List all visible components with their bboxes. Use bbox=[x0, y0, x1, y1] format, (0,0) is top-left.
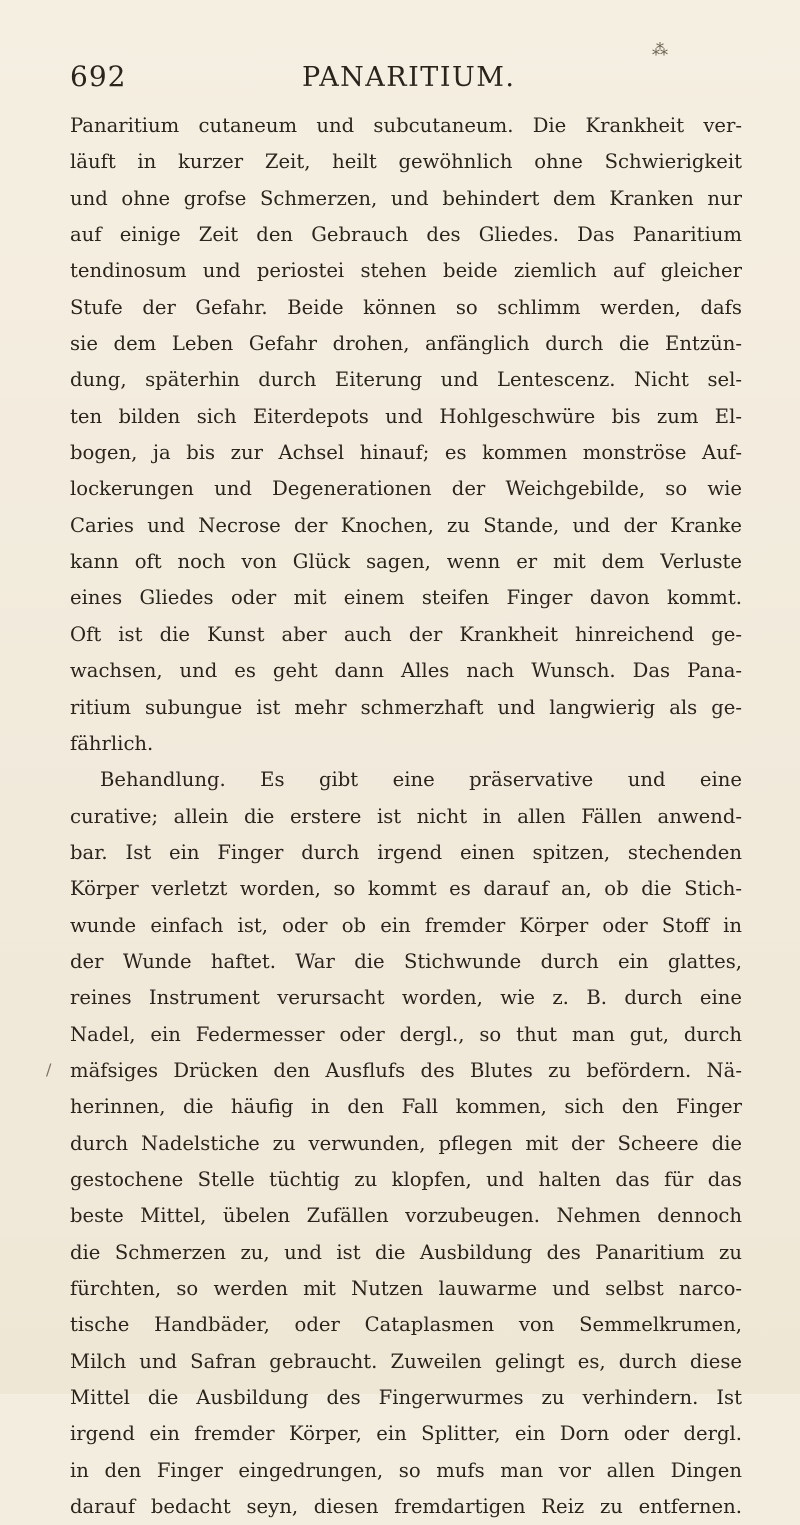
text-line: Mittel die Ausbildung des Fingerwurmes zu verhindern. Ist bbox=[70, 1386, 742, 1410]
text-line: darauf bedacht seyn, diesen fremdartigen Reiz zu entfernen. bbox=[70, 1495, 742, 1519]
text-line: ten bilden sich Eiterdepots und Hohlgeschwüre bis zum El- bbox=[70, 404, 742, 428]
text-line: bogen, ja bis zur Achsel hinauf; es kommen monströse Auf- bbox=[70, 441, 742, 465]
text-line: kann oft noch von Glück sagen, wenn er mit dem Verluste bbox=[70, 550, 742, 574]
text-line: lockerungen und Degenerationen der Weichgebilde, so wie bbox=[70, 477, 742, 501]
text-line: fährlich. bbox=[70, 731, 154, 755]
text-line: läuft in kurzer Zeit, heilt gewöhnlich ohne Schwierigkeit bbox=[70, 150, 742, 174]
text-line: bar. Ist ein Finger durch irgend einen spitzen, stechenden bbox=[70, 840, 742, 864]
text-line: eines Gliedes oder mit einem steifen Finger davon kommt. bbox=[70, 586, 742, 610]
text-line: in den Finger eingedrungen, so mufs man vor allen Dingen bbox=[70, 1458, 742, 1482]
text-line: Oft ist die Kunst aber auch der Krankheit hinreichend ge- bbox=[70, 622, 742, 646]
text-line: wachsen, und es geht dann Alles nach Wunsch. Das Pana- bbox=[70, 659, 742, 683]
page-number: 692 bbox=[70, 60, 127, 93]
body-text bbox=[70, 108, 742, 1525]
text-line: Körper verletzt worden, so kommt es darauf an, ob die Stich- bbox=[70, 877, 742, 901]
text-line: mäfsiges Drücken den Ausflufs des Blutes zu befördern. Nä- bbox=[70, 1058, 742, 1082]
text-line: der Wunde haftet. War die Stichwunde durch ein glattes, bbox=[70, 949, 742, 973]
text-line: Milch und Safran gebraucht. Zuweilen gelingt es, durch diese bbox=[70, 1349, 742, 1373]
ink-mark: ⁂ bbox=[652, 40, 668, 59]
margin-mark: / bbox=[46, 1060, 52, 1079]
text-line: dung, späterhin durch Eiterung und Lentescenz. Nicht sel- bbox=[70, 368, 742, 392]
text-line: sie dem Leben Gefahr drohen, anfänglich durch die Entzün- bbox=[70, 332, 742, 356]
text-line: die Schmerzen zu, und ist die Ausbildung des Panaritium zu bbox=[70, 1240, 742, 1264]
text-line: ritium subungue ist mehr schmerzhaft und langwierig als ge- bbox=[70, 695, 742, 719]
text-line: Behandlung. Es gibt eine präservative und eine bbox=[100, 768, 742, 792]
text-line: herinnen, die häufig in den Fall kommen, sich den Finger bbox=[70, 1095, 742, 1119]
text-line: tische Handbäder, oder Cataplasmen von Semmelkrumen, bbox=[70, 1313, 742, 1337]
text-line: beste Mittel, übelen Zufällen vorzubeugen. Nehmen dennoch bbox=[70, 1204, 742, 1228]
text-line: gestochene Stelle tüchtig zu klopfen, und halten das für das bbox=[70, 1167, 742, 1191]
text-line: auf einige Zeit den Gebrauch des Gliedes. Das Panaritium bbox=[70, 223, 742, 247]
text-line: durch Nadelstiche zu verwunden, pflegen mit der Scheere die bbox=[70, 1131, 742, 1155]
text-line: Stufe der Gefahr. Beide können so schlimm werden, dafs bbox=[70, 295, 742, 319]
text-line: Panaritium cutaneum und subcutaneum. Die Krankheit ver- bbox=[70, 114, 742, 137]
page-header bbox=[70, 58, 730, 98]
text-line: wunde einfach ist, oder ob ein fremder Körper oder Stoff in bbox=[70, 913, 742, 937]
text-line: tendinosum und periostei stehen beide ziemlich auf gleicher bbox=[70, 259, 742, 283]
text-line: irgend ein fremder Körper, ein Splitter, ein Dorn oder dergl. bbox=[70, 1422, 742, 1446]
text-line: fürchten, so werden mit Nutzen lauwarme und selbst narco- bbox=[70, 1277, 742, 1300]
text-line: Nadel, ein Federmesser oder dergl., so thut man gut, durch bbox=[70, 1022, 742, 1046]
text-line: curative; allein die erstere ist nicht in allen Fällen anwend- bbox=[70, 804, 742, 828]
text-line: und ohne grofse Schmerzen, und behindert dem Kranken nur bbox=[70, 186, 742, 210]
running-head: PANARITIUM. bbox=[302, 62, 516, 93]
text-line: Caries und Necrose der Knochen, zu Stande, und der Kranke bbox=[70, 513, 742, 537]
text-line: reines Instrument verursacht worden, wie z. B. durch eine bbox=[70, 986, 742, 1010]
